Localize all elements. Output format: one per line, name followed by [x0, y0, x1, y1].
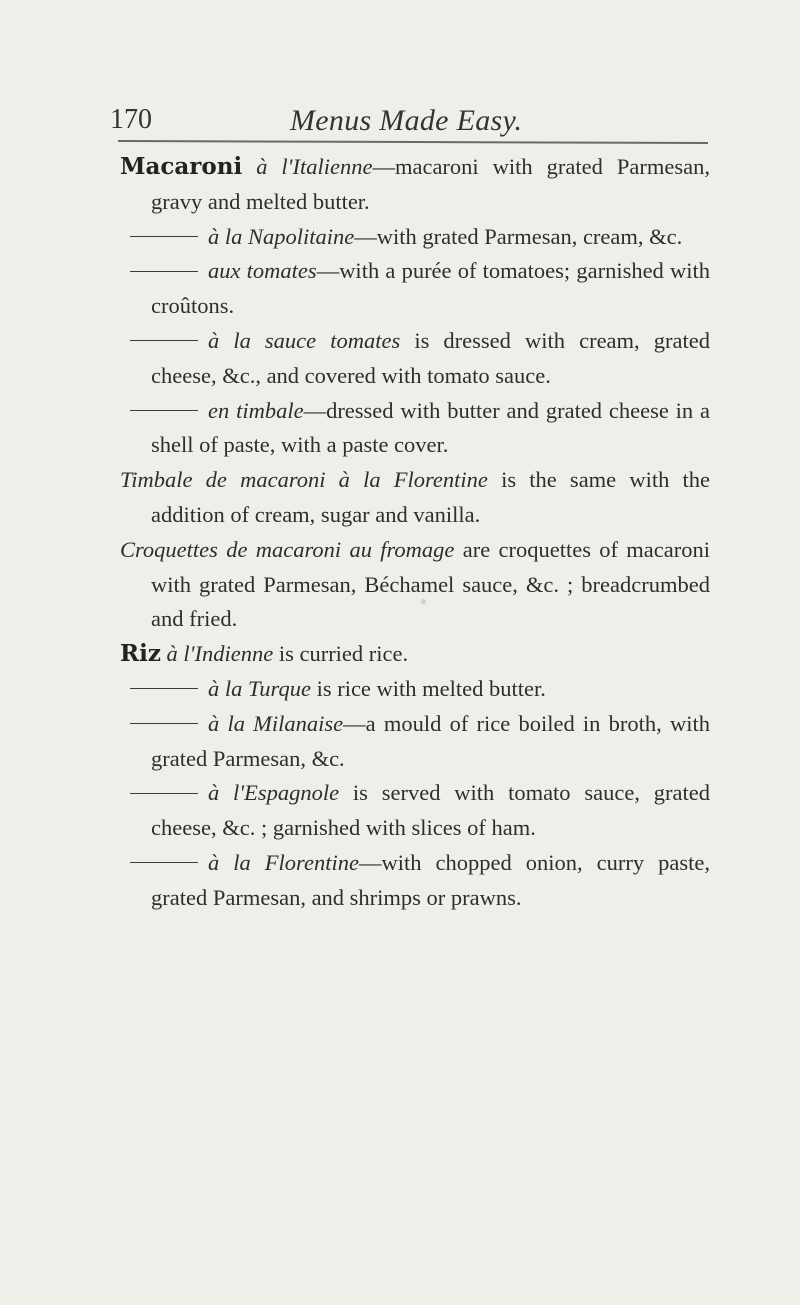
entry-aux-tomates — [120, 254, 710, 324]
entry-napolitaine — [120, 220, 710, 255]
entry-name: à la Florentine — [208, 849, 359, 875]
entry-macaroni-italienne — [120, 150, 710, 220]
ditto-dash — [130, 793, 198, 794]
entry-name: à l'Indienne — [166, 641, 274, 667]
entry-text: —with chopped onion, curry paste, grated Parmesan, and shrimps or prawns. — [151, 849, 710, 910]
entry-espagnole — [120, 776, 710, 846]
ditto-dash — [130, 688, 198, 689]
ditto-dash — [130, 723, 198, 724]
entry-name: à la Napolitaine — [208, 223, 355, 249]
recipe-list — [120, 150, 710, 916]
entry-text: —a mould of rice boiled in broth, with grated Parmesan, &c. — [151, 710, 710, 771]
ditto-dash — [130, 340, 198, 341]
entry-riz-florentine — [120, 846, 710, 916]
entry-name: à la sauce tomates — [208, 327, 401, 353]
entry-name: à la Turque — [208, 675, 311, 701]
entry-text: —with grated Parmesan, cream, &c. — [354, 223, 683, 249]
entry-text: —macaroni with grated Parmesan, gravy and melted butter. — [151, 154, 710, 214]
entry-lead-macaroni: Macaroni — [120, 153, 243, 180]
paper-speck — [421, 599, 426, 604]
entry-lead-riz: Riz — [120, 640, 161, 668]
entry-name: en timbale — [208, 397, 304, 423]
entry-text: is served with tomato sauce, grated cheese, &c. ; garnished with slices of ham. — [151, 780, 710, 841]
entry-riz-indienne — [120, 637, 710, 672]
entry-timbale-florentine — [120, 463, 710, 533]
entry-croquettes — [120, 533, 710, 637]
ditto-dash — [130, 236, 198, 237]
entry-en-timbale — [120, 394, 710, 464]
running-title: Menus Made Easy. — [290, 104, 523, 137]
entry-text: is the same with the addition of cream, sugar and vanilla. — [151, 467, 710, 527]
entry-text: is curried rice. — [273, 641, 409, 667]
ditto-dash — [130, 410, 198, 411]
entry-text: —dressed with butter and grated cheese in a shell of paste, with a paste cover. — [151, 397, 710, 458]
entry-text: is rice with melted butter. — [310, 675, 546, 701]
entry-name: à la Milanaise — [208, 710, 344, 736]
ditto-dash — [130, 862, 198, 863]
entry-name: Croquettes de macaroni au fromage — [120, 536, 455, 562]
ditto-dash — [130, 271, 198, 272]
entry-text: is dressed with cream, grated cheese, &c., and covered with tomato sauce. — [151, 327, 710, 388]
entry-name: aux tomates — [208, 258, 317, 284]
entry-sauce-tomates — [120, 324, 710, 394]
entry-milanaise — [120, 707, 710, 777]
entry-name: à l'Italienne — [256, 154, 373, 179]
entry-turque — [120, 672, 710, 707]
entry-text: —with a purée of tomatoes; garnished with croûtons. — [151, 258, 711, 319]
entry-name: à l'Espagnole — [208, 780, 340, 806]
page-number: 170 — [110, 104, 152, 135]
page-header — [110, 104, 710, 144]
entry-text: are croquettes of macaroni with grated Parmesan, Béchamel sauce, &c. ; breadcrumbed and fried. — [151, 536, 710, 632]
entry-name: Timbale de macaroni à la Florentine — [120, 467, 488, 493]
